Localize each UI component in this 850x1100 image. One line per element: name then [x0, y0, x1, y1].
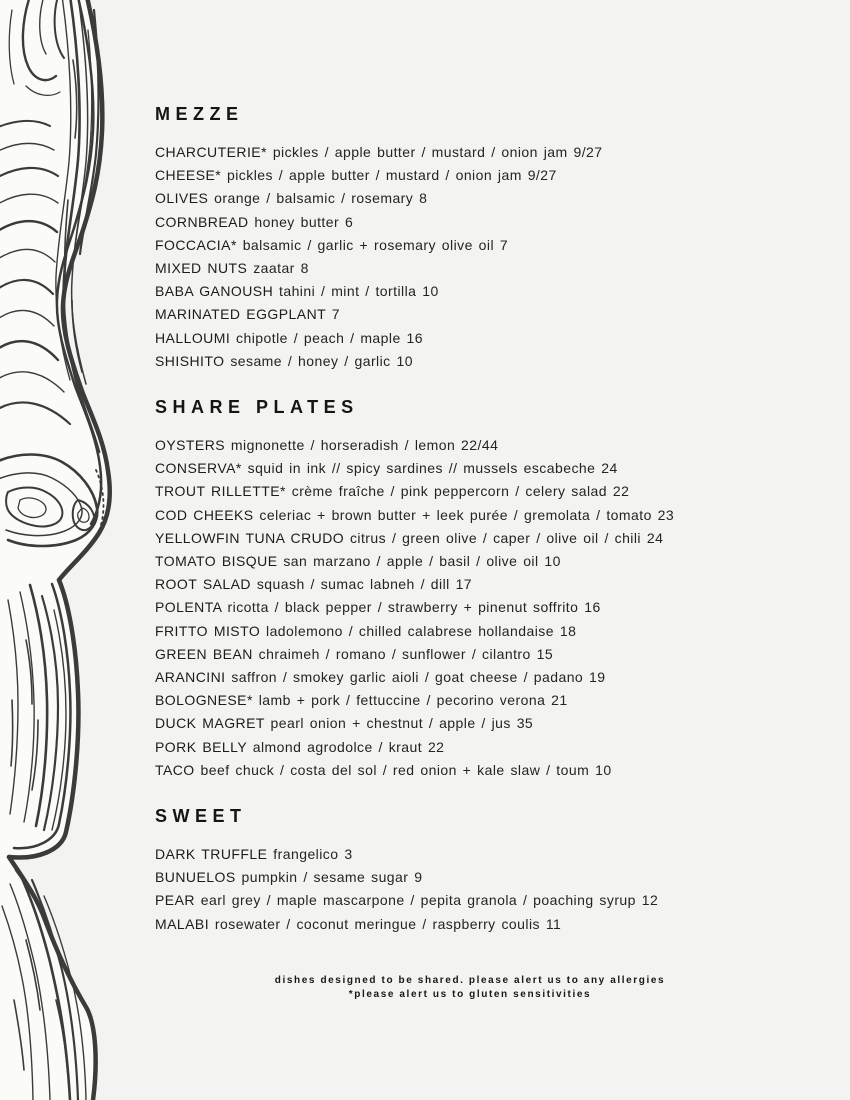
item-price: 8: [300, 260, 309, 277]
item-name: FRITTO MISTO: [155, 622, 261, 639]
item-price: 9/27: [573, 144, 603, 160]
item-name: BUNUELOS: [155, 869, 236, 886]
item-price: 9: [414, 869, 423, 886]
item-name: TROUT RILLETTE*: [155, 483, 286, 500]
section-title-share-plates: SHARE PLATES: [155, 397, 359, 418]
footer-note: [155, 974, 785, 1002]
item-desc: pumpkin / sesame sugar: [241, 869, 409, 886]
item-name: OYSTERS: [155, 437, 226, 454]
item-price: 10: [396, 352, 413, 369]
item-desc: sesame / honey / garlic: [230, 352, 391, 369]
section-title-mezze: MEZZE: [155, 104, 244, 124]
item-price: 15: [536, 645, 554, 662]
item-name: HALLOUMI: [155, 329, 231, 346]
item-desc: pearl onion + chestnut / apple / jus: [270, 715, 511, 732]
item-name: MALABI: [155, 915, 210, 932]
item-price: 16: [406, 329, 424, 346]
item-price: 18: [559, 622, 577, 639]
item-desc: citrus / green olive / caper / olive oil / chili: [349, 529, 641, 546]
item-name: ROOT SALAD: [155, 576, 251, 593]
item-price: 10: [422, 283, 439, 300]
item-price: 11: [545, 915, 562, 932]
menu-item: [155, 434, 785, 457]
item-name: BABA GANOUSH: [155, 283, 274, 300]
item-price: 23: [657, 506, 675, 523]
sweet-list: [155, 843, 785, 936]
menu-item: [155, 327, 785, 350]
item-name: TACO: [155, 761, 195, 778]
menu-item: [155, 280, 785, 303]
oyster-engraving-illustration: [0, 0, 140, 1100]
item-name: BOLOGNESE*: [155, 692, 253, 709]
item-price: 3: [344, 846, 353, 863]
item-desc: almond agrodolce / kraut: [252, 738, 423, 755]
item-desc: orange / balsamic / rosemary: [214, 190, 414, 207]
item-name: GREEN BEAN: [155, 645, 253, 662]
item-desc: ricotta / black pepper / strawberry + pinenut soffrito: [227, 599, 579, 616]
menu-item: [155, 573, 785, 596]
menu-item: [155, 527, 785, 550]
section-title-sweet: SWEET: [155, 806, 247, 827]
menu-item: [155, 759, 785, 782]
item-desc: crème fraîche / pink peppercorn / celery salad: [291, 483, 607, 500]
item-name: PORK BELLY: [155, 738, 247, 755]
item-name: CONSERVA*: [155, 460, 242, 477]
item-name: DUCK MAGRET: [155, 715, 265, 732]
item-price: 21: [551, 692, 568, 709]
menu-item: [155, 504, 785, 527]
item-name: YELLOWFIN TUNA CRUDO: [155, 529, 345, 546]
item-desc: lamb + pork / fettuccine / pecorino verona: [258, 692, 546, 709]
item-desc: mignonette / horseradish / lemon: [230, 437, 456, 454]
item-desc: tahini / mint / tortilla: [279, 283, 417, 300]
item-name: POLENTA: [155, 599, 222, 616]
item-price: 22: [612, 483, 630, 500]
menu-item: [155, 480, 785, 503]
item-name: FOCCACIA*: [155, 236, 237, 253]
item-price: 10: [544, 553, 561, 570]
menu-item: [155, 866, 785, 889]
item-desc: celeriac + brown butter + leek purée / gremolata / tomato: [259, 506, 652, 523]
item-price: 7: [499, 236, 509, 253]
menu-item: [155, 187, 785, 210]
menu-item: [155, 550, 785, 573]
item-desc: earl grey / maple mascarpone / pepita granola / poaching syrup: [200, 892, 636, 909]
item-name: SHISHITO: [155, 352, 225, 369]
menu-item: [155, 234, 785, 257]
menu-item: [155, 303, 785, 326]
mezze-list: [155, 141, 785, 373]
item-desc: saffron / smokey garlic aioli / goat cheese / padano: [231, 669, 584, 686]
item-name: CHEESE*: [155, 167, 222, 184]
item-price: 12: [641, 892, 659, 909]
item-name: ARANCINI: [155, 669, 226, 686]
item-desc: balsamic / garlic + rosemary olive oil: [242, 236, 495, 253]
footer-line-sharing: dishes designed to be shared. please alert us to any allergies: [274, 975, 666, 986]
menu-item: [155, 164, 785, 187]
menu-item: [155, 736, 785, 759]
item-desc: chipotle / peach / maple: [236, 329, 401, 346]
menu-item: [155, 257, 785, 280]
item-name: PEAR: [155, 892, 195, 909]
menu-item: [155, 889, 785, 912]
item-desc: pickles / apple butter / mustard / onion jam: [227, 167, 522, 184]
item-desc: squid in ink // spicy sardines // mussels escabeche: [247, 460, 596, 477]
item-price: 24: [646, 529, 664, 546]
menu-item: [155, 141, 785, 164]
item-desc: zaatar: [253, 260, 295, 277]
menu-item: [155, 666, 785, 689]
item-price: 17: [455, 576, 473, 593]
menu-item: [155, 620, 785, 643]
item-desc: chraimeh / romano / sunflower / cilantro: [258, 645, 531, 662]
menu-item: [155, 643, 785, 666]
item-price: 8: [419, 190, 428, 207]
item-desc: rosewater / coconut meringue / raspberry coulis: [214, 915, 540, 932]
item-name: CHARCUTERIE*: [155, 144, 267, 160]
item-price: 24: [601, 460, 618, 477]
item-price: 6: [344, 213, 354, 230]
item-price: 16: [584, 599, 601, 616]
item-price: 19: [589, 669, 606, 686]
item-desc: ladolemono / chilled calabrese hollandaise: [266, 622, 554, 639]
item-name: COD CHEEKS: [155, 506, 254, 523]
item-name: DARK TRUFFLE: [155, 846, 268, 863]
item-desc: san marzano / apple / basil / olive oil: [283, 553, 539, 570]
menu-item: [155, 350, 785, 373]
item-name: MIXED NUTS: [155, 260, 248, 277]
item-price: 9/27: [527, 167, 557, 184]
item-name: CORNBREAD: [155, 213, 249, 230]
item-price: 22: [427, 738, 445, 755]
item-desc: pickles / apple butter / mustard / onion jam: [272, 144, 568, 160]
item-desc: honey butter: [254, 213, 340, 230]
menu-item: [155, 712, 785, 735]
menu-item: [155, 596, 785, 619]
item-desc: squash / sumac labneh / dill: [256, 576, 450, 593]
menu-content: [155, 0, 785, 936]
item-name: OLIVES: [155, 190, 209, 207]
menu-item: [155, 843, 785, 866]
menu-item: [155, 689, 785, 712]
menu-item: [155, 211, 785, 234]
item-desc: beef chuck / costa del sol / red onion + kale slaw / toum: [200, 761, 590, 778]
footer-line-gluten: *please alert us to gluten sensitivities: [348, 989, 592, 1000]
item-desc: frangelico: [273, 846, 339, 863]
item-price: 10: [595, 761, 612, 778]
item-name: TOMATO BISQUE: [155, 553, 278, 570]
item-price: 35: [516, 715, 534, 732]
item-name: MARINATED EGGPLANT: [155, 306, 326, 323]
menu-item: [155, 913, 785, 936]
item-price: 22/44: [461, 437, 499, 454]
menu-item: [155, 457, 785, 480]
item-price: 7: [331, 306, 340, 323]
share-plates-list: [155, 434, 785, 782]
